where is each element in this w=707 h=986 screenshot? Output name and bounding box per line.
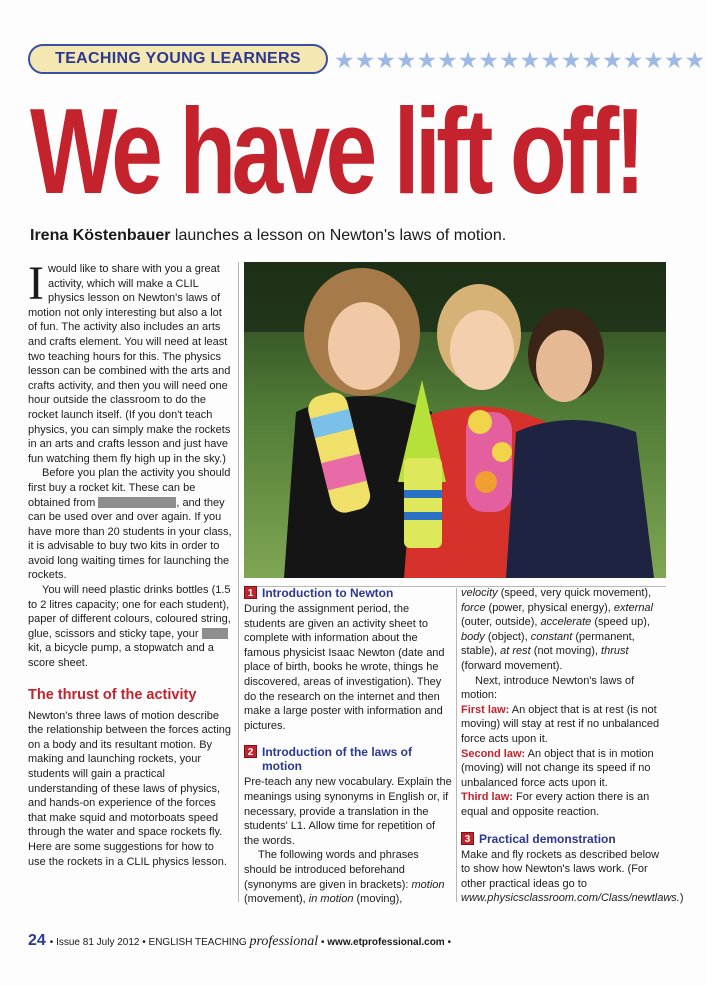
column-rule-1	[238, 262, 239, 902]
kit-paragraph: Before you plan the activity you should first buy a rocket kit. These can be obtained from , and they can be used over and over again. If you have more than 20 students in your class, it is advisable to buy two kits in order to avoid long waiting times for launching the rockets.	[28, 467, 232, 582]
byline-text: launches a lesson on Newton's laws of motion.	[170, 227, 507, 244]
section-number-1: 1	[244, 586, 257, 599]
article-headline: We have lift off!	[30, 83, 642, 219]
section-2-text: Pre-teach any new vocabulary. Explain the meanings using synonyms in English or, if necessary, provide a translation in the students' L1. Allow time for repetition of the words.	[244, 776, 452, 847]
column-one	[28, 257, 234, 869]
section-3-title: 3 Practical demonstration	[461, 832, 667, 846]
column-two	[244, 586, 452, 907]
section-2-title: 2 Introduction of the laws of motion	[244, 745, 452, 773]
laws-intro: Next, introduce Newton's laws of motion:	[461, 674, 635, 702]
column-rule-2	[456, 588, 457, 902]
first-law: First law: An object that is at rest (is not moving) will stay at rest if no unbalanced force acts upon it.	[461, 703, 660, 745]
section-number-2: 2	[244, 745, 257, 758]
section-banner	[28, 44, 328, 74]
page-footer: 24 • Issue 81 July 2012 • ENGLISH TEACHING professional • www.etprofessional.com •	[28, 932, 451, 949]
materials-paragraph: You will need plastic drinks bottles (1.5 to 2 litres capacity; one for each student), paper of different colours, coloured string, glue, scissors and sticky tape, your kit, a bicycle pump, a stopwatch and a score sheet.	[28, 584, 231, 670]
article-byline	[30, 227, 670, 245]
star-row-decoration: ★★★★★★★★★★★★★★★★★★	[334, 46, 706, 73]
column-three	[461, 586, 684, 906]
page-number: 24	[28, 932, 46, 949]
section-banner-label: TEACHING YOUNG LEARNERS	[55, 50, 301, 67]
vocab-continued: velocity (speed, very quick movement), force (power, physical energy), external (outer, outside), accelerate (speed up), body (object), constant (permanent, stable), at rest (not moving), thrust (forward movement).	[461, 587, 653, 672]
section-3-text: Make and fly rockets as described below to show how Newton's laws work. (For other practical ideas go to www.physicsclassroom.com/Class/newtlaws.)	[461, 848, 684, 905]
third-law: Third law: For every action there is an equal and opposite reaction.	[461, 791, 650, 818]
second-law: Second law: An object that is in motion (moving) will not change its speed if no unbalanced force acts upon it.	[461, 747, 654, 789]
intro-paragraph: Iwould like to share with you a great activity, which will make a CLIL physics lesson on Newton's laws of motion not only interesting but also a lot of fun. The activity also includes an arts and crafts element. You will need at least two teaching hours for this. The physics lesson can be combined with the arts and crafts activity, and then you will need one hour outside the classroom to do the rocket launch itself. (If you don't teach physics, you can simply make the rockets in an arts and crafts lesson and just have fun watching them fly high up in the sky.)	[28, 257, 231, 465]
article-photo	[244, 262, 666, 578]
section-number-3: 3	[461, 832, 474, 845]
section-1-text: During the assignment period, the students are given an activity sheet to complete with information about the famous physicist Isaac Newton (date and place of birth, books he wrote, things he discovered, areas of investigation). They do the research on the internet and then make a large poster with information and pictures.	[244, 603, 445, 732]
section-2-vocab: The following words and phrases should be introduced beforehand (synonyms are given in brackets): motion (movement), in motion (moving),	[244, 849, 445, 906]
magazine-name: professional	[249, 934, 319, 949]
subheading-thrust: The thrust of the activity	[28, 686, 197, 703]
section-1-title: 1 Introduction to Newton	[244, 586, 452, 600]
drop-cap: I	[28, 257, 44, 310]
reference-link[interactable]: www.physicsclassroom.com/Class/newtlaws.	[461, 892, 680, 905]
footer-website[interactable]: www.etprofessional.com	[327, 937, 445, 948]
redacted-text	[202, 628, 228, 639]
redacted-text	[98, 497, 176, 508]
thrust-paragraph: Newton's three laws of motion describe the relationship between the forces acting on a body and its resultant motion. By making and launching rockets, your students will gain a practical understanding of these laws of physics, and hands-on experience of the forces that make squid and motorboats speed through the water and space rockets fly. Here are some suggestions for how to use the rockets in a CLIL physics lesson.	[28, 709, 232, 868]
photo-girls-with-rockets	[244, 262, 666, 578]
author-name: Irena Köstenbauer	[30, 227, 171, 244]
